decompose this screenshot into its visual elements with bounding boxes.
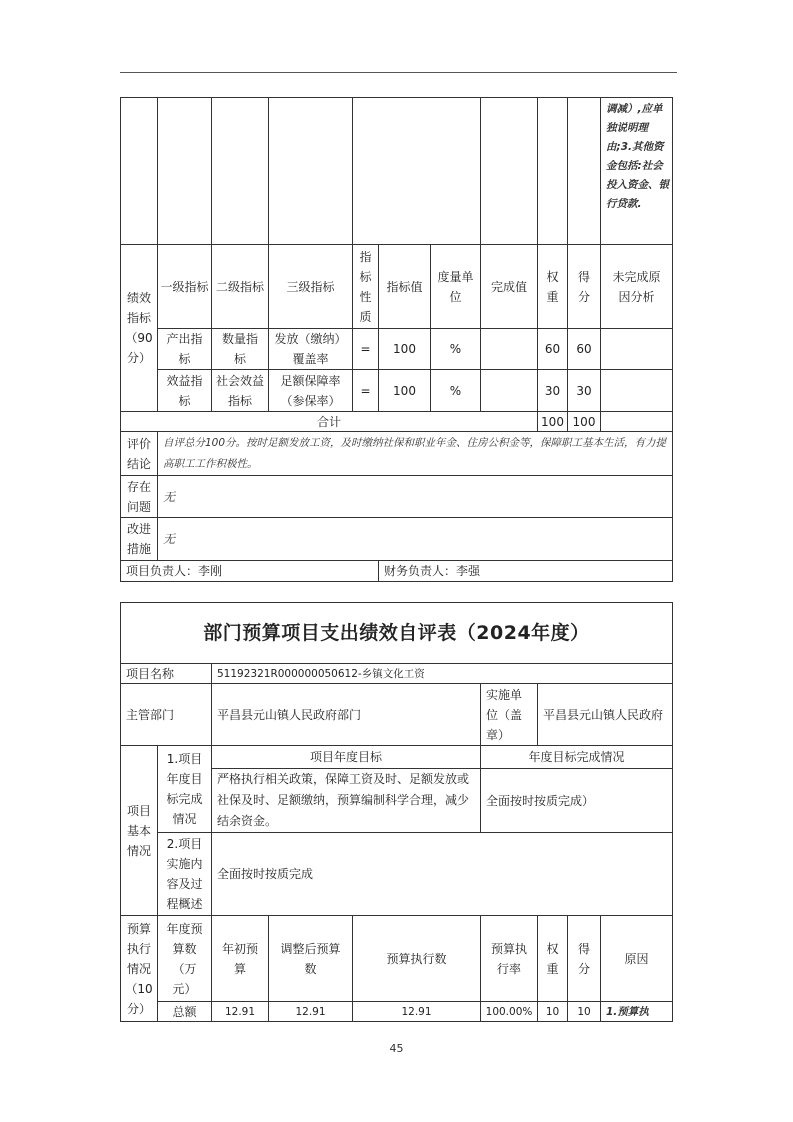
- row1-level1: 产出指标: [157, 328, 212, 370]
- evaluation-label: 评价结论: [120, 431, 158, 476]
- cont-cell: [157, 97, 212, 245]
- goal-done-text: 全面按时按质完成）: [480, 768, 673, 833]
- row1-level2: 数量指标: [211, 328, 269, 370]
- budget-adjusted: 12.91: [268, 1001, 353, 1022]
- row2-unit: %: [430, 369, 481, 412]
- header-level2: 二级指标: [211, 244, 269, 329]
- cont-cell: [211, 97, 269, 245]
- total-score: 100: [567, 411, 601, 432]
- cont-cell: [537, 97, 568, 245]
- row2-reason: [600, 369, 673, 412]
- improvements-label: 改进措施: [120, 517, 158, 561]
- budget-score: 10: [567, 1001, 601, 1022]
- budget-rate: 100.00%: [480, 1001, 538, 1022]
- header-target: 指标值: [378, 244, 431, 329]
- project-name-label: 项目名称: [120, 663, 212, 684]
- budget-total-label: 总额: [157, 1001, 212, 1022]
- budget-reason: 1.预算执: [600, 1001, 673, 1022]
- budget-executed: 12.91: [352, 1001, 481, 1022]
- impl: 平昌县元山镇人民政府: [537, 683, 673, 746]
- row2-nature: =: [352, 369, 379, 412]
- header-unit: 度量单位: [430, 244, 481, 329]
- note-fragment: 调减）,应单独说明理由;3.其他资金包括:社会投入资金、银行贷款.: [600, 97, 673, 245]
- row1-unit: %: [430, 328, 481, 370]
- total-reason: [600, 411, 673, 432]
- header-score: 得分: [567, 244, 601, 329]
- project-name: 51192321R000000050612-乡镇文化工资: [211, 663, 673, 684]
- impl-content-text: 全面按时按质完成: [211, 832, 673, 916]
- header-actual: 完成值: [480, 244, 538, 329]
- row1-target: 100: [378, 328, 431, 370]
- row2-level2: 社会效益指标: [211, 369, 269, 412]
- basic-label: 项目基本情况: [120, 745, 158, 916]
- budget-weight-label: 权重: [537, 915, 568, 1002]
- budget-executed-label: 预算执行数: [352, 915, 481, 1002]
- cont-cell: [268, 97, 353, 245]
- problems-label: 存在问题: [120, 475, 158, 518]
- finance-lead: 财务负责人：李强: [378, 560, 673, 582]
- row2-level3: 足额保障率（参保率）: [268, 369, 353, 412]
- header-level3: 三级指标: [268, 244, 353, 329]
- budget-reason-label: 原因: [600, 915, 673, 1002]
- header-rule: [120, 72, 677, 73]
- row1-weight: 60: [537, 328, 568, 370]
- total-weight: 100: [537, 411, 568, 432]
- cont-cell: [480, 97, 538, 245]
- goal-label: 1.项目年度目标完成情况: [157, 745, 212, 833]
- goal-text: 严格执行相关政策，保障工资及时、足额发放或社保及时、足额缴纳，预算编制科学合理，减少结余资金。: [211, 768, 481, 833]
- improvements-text: 无: [157, 517, 673, 561]
- cont-cell: [567, 97, 601, 245]
- total-label: 合计: [120, 411, 538, 432]
- budget-adjusted-label: 调整后预算数: [268, 915, 353, 1002]
- goal-header: 项目年度目标: [211, 745, 481, 769]
- row2-level1: 效益指标: [157, 369, 212, 412]
- budget-score-label: 得分: [567, 915, 601, 1002]
- row1-score: 60: [567, 328, 601, 370]
- header-reason: 未完成原因分析: [600, 244, 673, 329]
- project-lead: 项目负责人：李刚: [120, 560, 379, 582]
- row2-weight: 30: [537, 369, 568, 412]
- budget-initial: 12.91: [211, 1001, 269, 1022]
- row2-score: 30: [567, 369, 601, 412]
- budget-initial-label: 年初预算: [211, 915, 269, 1002]
- row1-reason: [600, 328, 673, 370]
- goal-done-header: 年度目标完成情况: [480, 745, 673, 769]
- header-level1: 一级指标: [157, 244, 212, 329]
- page-number: 45: [389, 1042, 404, 1055]
- cont-cell: [120, 97, 158, 245]
- row1-actual: [480, 328, 538, 370]
- budget-section-label: 预算执行情况（10分）: [120, 915, 158, 1022]
- budget-weight: 10: [537, 1001, 568, 1022]
- evaluation-text: 自评总分100分。按时足额发放工资，及时缴纳社保和职业年金、住房公积金等，保障职工基本生活，有力提高职工工作积极性。: [157, 431, 673, 476]
- dept-label: 主管部门: [120, 683, 212, 746]
- header-nature: 指标性质: [352, 244, 379, 329]
- header-weight: 权重: [537, 244, 568, 329]
- row2-actual: [480, 369, 538, 412]
- dept: 平昌县元山镇人民政府部门: [211, 683, 481, 746]
- impl-label: 实施单位（盖章）: [480, 683, 538, 746]
- budget-annual-label: 年度预算数（万元）: [157, 915, 212, 1002]
- impl-content-label: 2.项目实施内容及过程概述: [157, 832, 212, 916]
- budget-rate-label: 预算执行率: [480, 915, 538, 1002]
- row1-level3: 发放（缴纳）覆盖率: [268, 328, 353, 370]
- perf-section-label: 绩效指标（90分）: [120, 244, 158, 412]
- row2-target: 100: [378, 369, 431, 412]
- row1-nature: =: [352, 328, 379, 370]
- problems-text: 无: [157, 475, 673, 518]
- form-title: 部门预算项目支出绩效自评表（2024年度）: [120, 602, 673, 664]
- cont-cell: [352, 97, 481, 245]
